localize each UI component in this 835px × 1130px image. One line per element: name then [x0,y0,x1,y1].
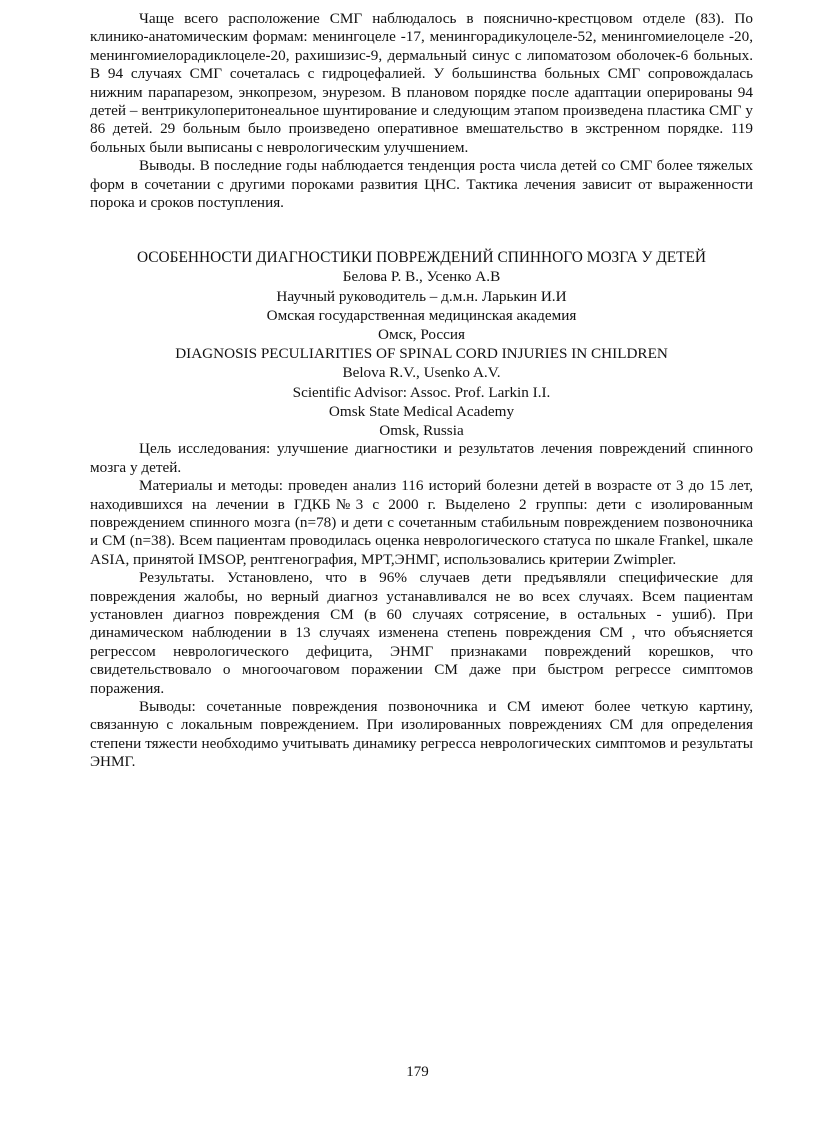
page-number: 179 [406,1064,429,1080]
conclusions-paragraph: Выводы: сочетанные повреждения позвоночника и СМ имеют более четкую картину, связанную с локальным повреждением. При изолированных повреждениях СМ для определения степени тяжести необходимо учитывать динамику регресса неврологических симптомов и результаты ЭНМГ. [90,697,753,771]
aim-paragraph: Цель исследования: улучшение диагностики и результатов лечения повреждений спинного мозга у детей. [90,440,753,476]
city-ru: Омск, Россия [378,326,465,344]
institution-ru: Омская государственная медицинская академия [266,306,577,324]
authors-en: Belova R.V., Usenko A.V. [342,364,501,382]
document-page [90,10,753,772]
section-gap [90,212,753,248]
intro-paragraph-1: Чаще всего расположение СМГ наблюдалось в пояснично-крестцовом отделе (83). По клинико-анатомическим формам: менингоцеле -17, менингорадикулоцеле-52, менингомиелоцеле -20, менингомиелорадиклоцеле-20, рахишизис-9, дермальный синус с липоматозом оболочек-6 больных. В 94 случаях СМГ сочеталась с гидроцефалией. У большинства больных СМГ сопровождалась нижним парапарезом, энкопрезом, энурезом. В плановом порядке после адаптации оперированы 94 детей – вентрикулоперитонеальное шунтирование и следующим этапом произведена пластика СМГ у 86 детей. 29 больным было произведено оперативное вмешательство в экстренном порядке. 119 больных были выписаны с неврологическим улучшением. [90,10,753,156]
methods-paragraph: Материалы и методы: проведен анализ 116 историй болезни детей в возрасте от 3 до 15 лет, находившихся на лечении в ГДКБ№3 с 2000 г. Выделено 2 группы: дети с изолированным повреждением спинного мозга (n=78) и дети с сочетанным стабильным повреждением позвоночника и СМ (n=38). Всем пациентам проводилась оценка неврологического статуса по шкале Frankel, шкале ASIA, принятой IMSOP, рентгенография, МРТ,ЭНМГ, использовались критерии Zwimpler. [90,477,753,568]
advisor-en: Scientific Advisor: Assoc. Prof. Larkin I.I. [292,383,551,401]
institution-en: Omsk State Medical Academy [328,402,515,420]
article-title-en: DIAGNOSIS PECULIARITIES OF SPINAL CORD INJURIES IN CHILDREN [175,345,668,363]
city-en: Omsk, Russia [379,422,464,440]
authors-ru: Белова Р. В., Усенко А.В [342,268,501,286]
intro-conclusions: Выводы. В последние годы наблюдается тенденция роста числа детей со СМГ более тяжелых форм в сочетании с другими пороками развития ЦНС. Тактика лечения зависит от выраженности порока и сроков поступления. [90,157,753,212]
article-title-ru: ОСОБЕННОСТИ ДИАГНОСТИКИ ПОВРЕЖДЕНИЙ СПИННОГО МОЗГА У ДЕТЕЙ [136,249,707,267]
advisor-ru: Научный руководитель – д.м.н. Ларькин И.И [276,287,567,305]
results-paragraph: Результаты. Установлено, что в 96% случаев дети предъявляли специфические для повреждения жалобы, но верный диагноз устанавливался не во всех случаях. Всем пациентам установлен диагноз повреждения СМ (в 60 случаях сотрясение, в остальных - ушиб). При динамическом наблюдении в 13 случаях изменена степень повреждения СМ , что объясняется регрессом неврологического дефицита, ЭНМГ признаками повреждений корешков, что свидетельствовало о многоочаговом поражении СМ даже при быстром регрессе симптомов поражения. [90,569,753,697]
